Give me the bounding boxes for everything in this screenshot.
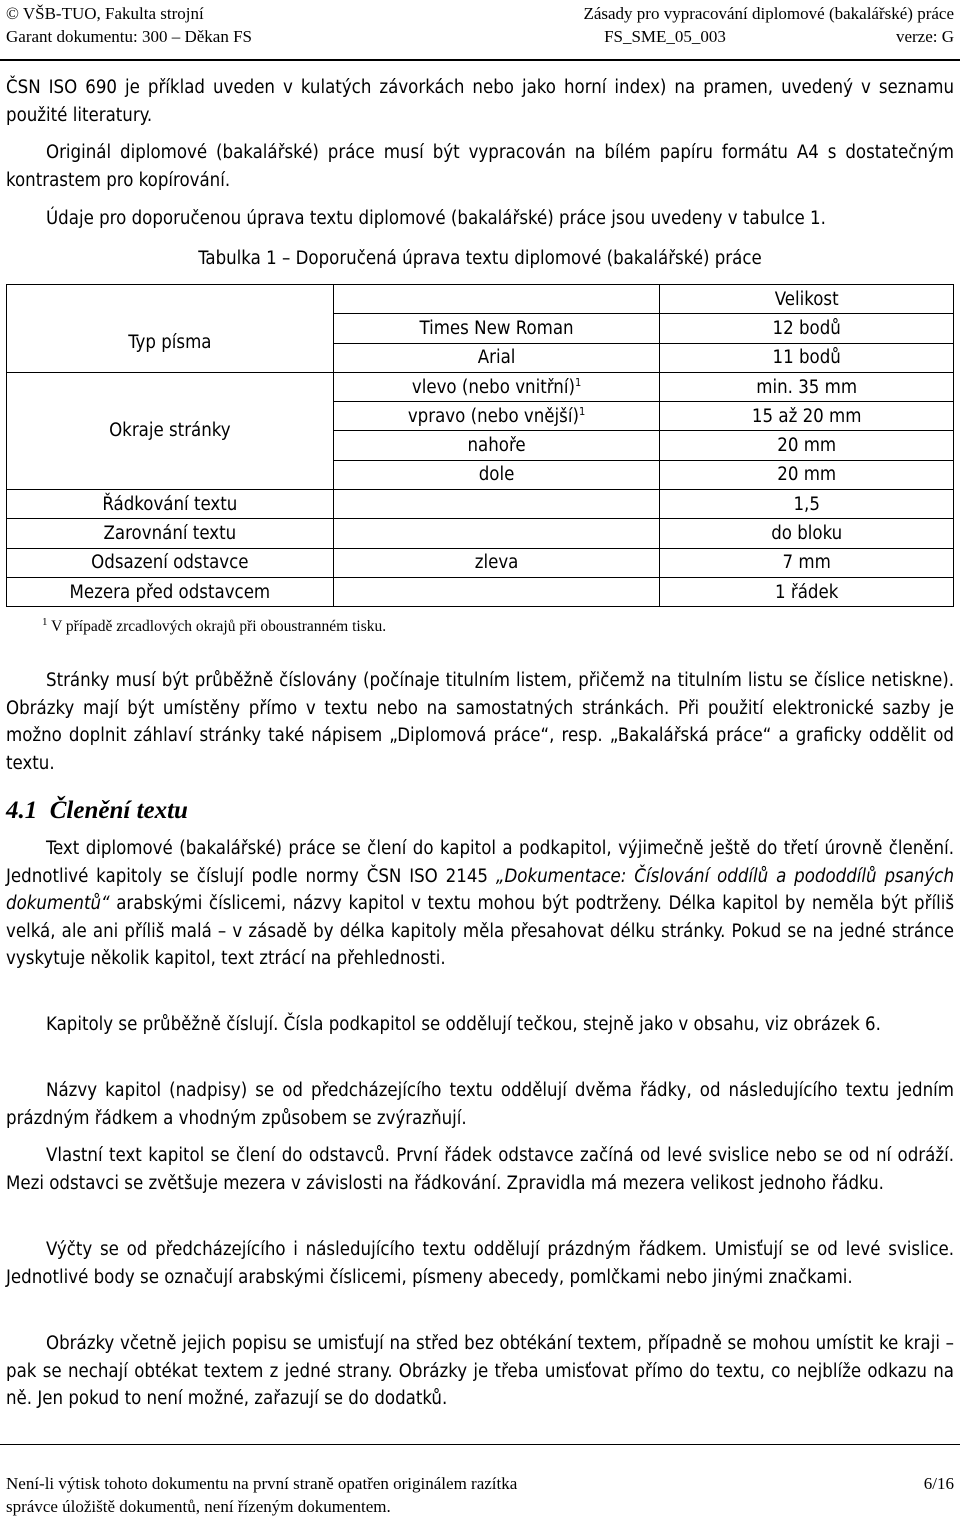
margin-right-value: 15 až 20 mm <box>660 402 954 431</box>
spacing-before-value: 1 řádek <box>660 577 954 606</box>
col-header-size: Velikost <box>660 285 954 314</box>
font-times: Times New Roman <box>333 314 660 343</box>
paragraph-headings: Názvy kapitol (nadpisy) se od předcházejícího textu oddělují dvěma řádky, od následujícího textu jedním prázdným řádkem a vhodným způsobem se zvýrazňují. <box>6 1080 954 1129</box>
row-label-font: Typ písma <box>7 314 334 373</box>
alignment-mid <box>333 519 660 548</box>
row-label-alignment: Zarovnání textu <box>7 519 334 548</box>
font-times-size: 12 bodů <box>660 314 954 343</box>
margin-left-value: min. 35 mm <box>660 372 954 401</box>
header-bottom-left: Garant dokumentu: 300 – Děkan FS <box>6 27 252 46</box>
margin-left: vlevo (nebo vnitřní)$^1$ <box>333 372 660 401</box>
paragraph-citation: ČSN ISO 690 je příklad uveden v kulatých závorkách nebo jako horní index) na pramen, uvedený v seznamu použité literatury. <box>6 77 954 126</box>
line-spacing-value: 1,5 <box>660 490 954 519</box>
line-spacing-mid <box>333 490 660 519</box>
header-top-left: © VŠB-TUO, Fakulta strojní <box>6 4 204 23</box>
footer-line-2: správce úložiště dokumentů, není řízeným dokumentem. <box>6 1497 391 1516</box>
paragraph-chapters: Text diplomové (bakalářské) práce se člení do kapitol a podkapitol, výjimečně ještě do třetí úrovně členění. Jednotlivé kapitoly se číslují podle normy ČSN ISO 2145 „Dokumentace: Číslování oddílů a pododdílů psaných dokumentů“ arabskými číslicemi, názvy kapitol v textu mohou být podtrženy. Délka kapitol by neměla být příliš velká, ale ani příliš malá – v zásadě by délka kapitoly měla přesahovat délku stránky. Pokud se na jedné stránce vyskytuje několik kapitol, text ztrácí na přehlednosti. <box>6 838 955 969</box>
standard-title: „Dokumentace: Číslování oddílů a pododdílů psaných dokumentů“ <box>6 865 955 914</box>
paragraph-numbering: Kapitoly se průběžně číslují. Čísla podkapitol se oddělují tečkou, stejně jako v obsahu, viz obrázek 6. <box>46 1014 881 1035</box>
section-heading: 4.1 Členění textu <box>6 797 188 824</box>
paragraph-lists: Výčty se od předcházejícího i následujícího textu oddělují prázdným řádkem. Umisťují se od levé svislice. Jednotlivé body se označují arabskými číslicemi, písmeny abecedy, pomlčkami nebo jinými značkami. <box>6 1239 954 1288</box>
spacing-before-mid <box>333 577 660 606</box>
margin-top-value: 20 mm <box>660 431 954 460</box>
row-label-line-spacing: Řádkování textu <box>7 490 334 519</box>
page-number: 6/16 <box>923 1474 954 1493</box>
paragraph-page-numbering: Stránky musí být průběžně číslovány (počínaje titulním listem, přičemž na titulním listu se číslice netiskne). Obrázky mají být umístěny přímo v textu nebo na samostatných stránkách. Při použití elektronické sazby je možno doplnit záhlaví stránky také nápisem „Diplomová práce“, resp. „Bakalářská práce“ a graficky oddělit od textu. <box>6 670 954 774</box>
header-doc-code: FS_SME_05_003 <box>604 27 726 46</box>
table-footnote: $^1$ V případě zrcadlových okrajů při oboustranném tisku. <box>42 616 387 636</box>
table-blank-cell <box>333 285 660 314</box>
font-arial-size: 11 bodů <box>660 343 954 372</box>
margin-bottom-value: 20 mm <box>660 460 954 489</box>
table-caption: Tabulka 1 – Doporučená úprava textu diplomové (bakalářské) práce <box>198 248 762 269</box>
paragraph-original: Originál diplomové (bakalářské) práce musí být vypracován na bílém papíru formátu A4 s dostatečným kontrastem pro kopírování. <box>6 142 954 191</box>
header-top-right: Zásady pro vypracování diplomové (bakalářské) práce <box>583 4 954 23</box>
indent-side: zleva <box>333 548 660 577</box>
paragraph-paragraphs: Vlastní text kapitol se člení do odstavců. První řádek odstavce začíná od levé svislice nebo se od ní odráží. Mezi odstavci se zvětšuje mezera v závislosti na řádkování. Zpravidla má mezera velikost jednoho řádku. <box>6 1145 954 1194</box>
margin-top: nahoře <box>333 431 660 460</box>
alignment-value: do bloku <box>660 519 954 548</box>
row-label-spacing-before: Mezera před odstavcem <box>7 577 334 606</box>
footer-line-1: Není-li výtisk tohoto dokumentu na první straně opatřen originálem razítka <box>6 1474 518 1493</box>
paragraph-figures: Obrázky včetně jejich popisu se umisťují na střed bez obtékání textem, případně se mohou umístit ke kraji – pak se nechají obtékat textem z jedné strany. Obrázky je třeba umisťovat přímo do textu, co nejblíže odkazu na ně. Jen pokud to není možné, zařazují se do dodatků. <box>6 1333 954 1409</box>
indent-value: 7 mm <box>660 548 954 577</box>
row-label-margins: Okraje stránky <box>7 372 334 489</box>
margin-right: vpravo (nebo vnější)$^1$ <box>333 402 660 431</box>
table-corner-cell <box>7 285 334 314</box>
footer-rule <box>0 1444 960 1445</box>
header-rule <box>0 59 960 61</box>
formatting-table <box>6 284 954 607</box>
font-arial: Arial <box>333 343 660 372</box>
paragraph-table-ref: Údaje pro doporučenou úprava textu diplomové (bakalářské) práce jsou uvedeny v tabulce 1. <box>46 208 826 229</box>
row-label-indent: Odsazení odstavce <box>7 548 334 577</box>
margin-bottom: dole <box>333 460 660 489</box>
header-version: verze: G <box>895 27 954 46</box>
